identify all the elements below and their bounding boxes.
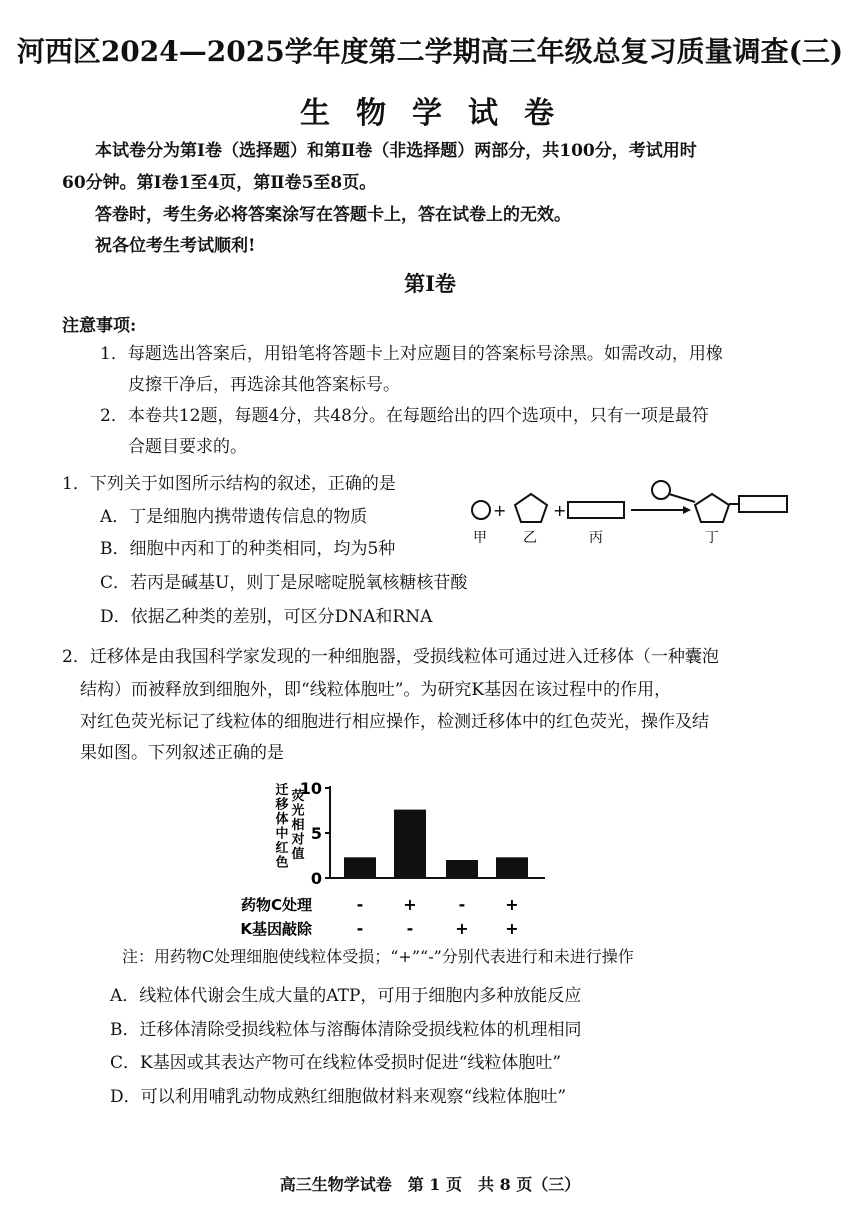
section-title: 第Ⅰ卷 — [404, 271, 456, 296]
product-pentose — [695, 494, 729, 522]
label-ding: 丁 — [705, 530, 719, 546]
note-2-line-1: 2．本卷共12题，每题4分，共48分。在每题给出的四个选项中，只有一项是最符 — [100, 406, 709, 426]
label-bing: 丙 — [589, 530, 603, 546]
label-yi: 乙 — [523, 530, 537, 546]
exam-title: 河西区2024—2025学年度第二学期高三年级总复习质量调查(三) — [16, 35, 844, 68]
bar-1 — [344, 857, 376, 878]
q1-option-a: A．丁是细胞内携带遗传信息的物质 — [100, 507, 368, 527]
product-bond-1 — [669, 494, 695, 502]
y-label-line1-char: 移 — [275, 797, 289, 813]
q2-option-c: C．K基因或其表达产物可在线粒体受损时促进“线粒体胞吐” — [110, 1053, 562, 1073]
q1-option-b: B．细胞中丙和丁的种类相同，均为5种 — [100, 539, 396, 559]
pentose-pentagon — [515, 494, 547, 522]
row1-sign-3: - — [458, 895, 466, 914]
migrasome-bar-chart — [240, 776, 570, 942]
q2-chart-note: 注：用药物C处理细胞使线粒体受损；“+”“-”分别代表进行和未进行操作 — [122, 947, 634, 966]
intro-line-2: 60分钟。第Ⅰ卷1至4页，第Ⅱ卷5至8页。 — [62, 173, 377, 193]
q2-option-a: A．线粒体代谢会生成大量的ATP，可用于细胞内多种放能反应 — [110, 986, 582, 1006]
y-label-line2-char: 光 — [291, 803, 305, 819]
row2-sign-1: - — [356, 919, 364, 938]
y-label-line1-char: 色 — [275, 855, 289, 871]
q2-stem-line-4: 果如图。下列叙述正确的是 — [80, 743, 284, 763]
row1-sign-1: - — [356, 895, 364, 914]
label-jia: 甲 — [473, 530, 487, 546]
note-2-line-2: 合题目要求的。 — [128, 437, 247, 457]
intro-line-4: 祝各位考生考试顺利! — [95, 236, 256, 256]
product-base — [739, 496, 787, 512]
y-tick-label-10: 10 — [299, 779, 322, 798]
q1-stem: 1．下列关于如图所示结构的叙述，正确的是 — [62, 474, 396, 494]
note-1-line-2: 皮擦干净后，再选涂其他答案标号。 — [128, 375, 400, 395]
bar-2 — [394, 810, 426, 878]
base-rect — [568, 502, 624, 518]
y-label-line1-char: 迁 — [275, 783, 289, 798]
q2-option-b: B．迁移体清除受损线粒体与溶酶体清除受损线粒体的机理相同 — [110, 1020, 582, 1040]
row2-sign-3: + — [455, 919, 469, 938]
q1-option-d: D．依据乙种类的差别，可区分DNA和RNA — [100, 607, 433, 627]
y-label-line1-char: 体 — [275, 812, 289, 827]
y-label-line1-char: 中 — [275, 826, 289, 842]
row2-label: K基因敲除 — [240, 920, 312, 938]
q2-stem-line-2: 结构）而被释放到细胞外，即“线粒体胞吐”。为研究K基因在该过程中的作用， — [80, 680, 672, 700]
y-label-line2-char: 荧 — [291, 789, 305, 804]
row2-sign-2: - — [406, 919, 414, 938]
q2-stem-line-3: 对红色荧光标记了线粒体的细胞进行相应操作，检测迁移体中的红色荧光，操作及结 — [80, 712, 709, 732]
y-tick-label-5: 5 — [310, 824, 322, 843]
notes-heading: 注意事项: — [62, 316, 137, 336]
plus-sign-1: + — [493, 501, 507, 520]
bar-4 — [496, 857, 528, 878]
subject-title: 生物学试卷 — [300, 96, 580, 131]
y-label-line2-char: 对 — [291, 832, 305, 848]
q2-option-d: D．可以利用哺乳动物成熟红细胞做材料来观察“线粒体胞吐” — [110, 1087, 567, 1107]
plus-sign-2: + — [553, 501, 567, 520]
intro-line-1: 本试卷分为第Ⅰ卷（选择题）和第Ⅱ卷（非选择题）两部分，共100分，考试用时 — [95, 141, 697, 161]
phosphate-circle — [472, 501, 490, 519]
bar-3 — [446, 860, 478, 878]
row1-sign-4: + — [505, 895, 519, 914]
y-tick-label-0: 0 — [310, 869, 322, 888]
nucleotide-diagram — [465, 476, 795, 546]
row1-sign-2: + — [403, 895, 417, 914]
q2-stem-line-1: 2．迁移体是由我国科学家发现的一种细胞器，受损线粒体可通过进入迁移体（一种囊泡 — [62, 647, 719, 667]
intro-line-3: 答卷时，考生务必将答案涂写在答题卡上，答在试卷上的无效。 — [95, 205, 571, 225]
y-label-line1-char: 红 — [275, 841, 289, 856]
y-label-line2-char: 相 — [291, 818, 305, 833]
note-1-line-1: 1．每题选出答案后，用铅笔将答题卡上对应题目的答案标号涂黑。如需改动，用橡 — [100, 344, 723, 364]
page-footer: 高三生物学试卷 第 1 页 共 8 页（三） — [279, 1175, 581, 1194]
reaction-arrow-head — [683, 506, 691, 514]
y-label-line2-char: 值 — [291, 847, 305, 862]
product-phosphate — [652, 481, 670, 499]
row1-label: 药物C处理 — [240, 896, 312, 914]
q1-option-c: C．若丙是碱基U，则丁是尿嘧啶脱氧核糖核苷酸 — [100, 573, 468, 593]
row2-sign-4: + — [505, 919, 519, 938]
